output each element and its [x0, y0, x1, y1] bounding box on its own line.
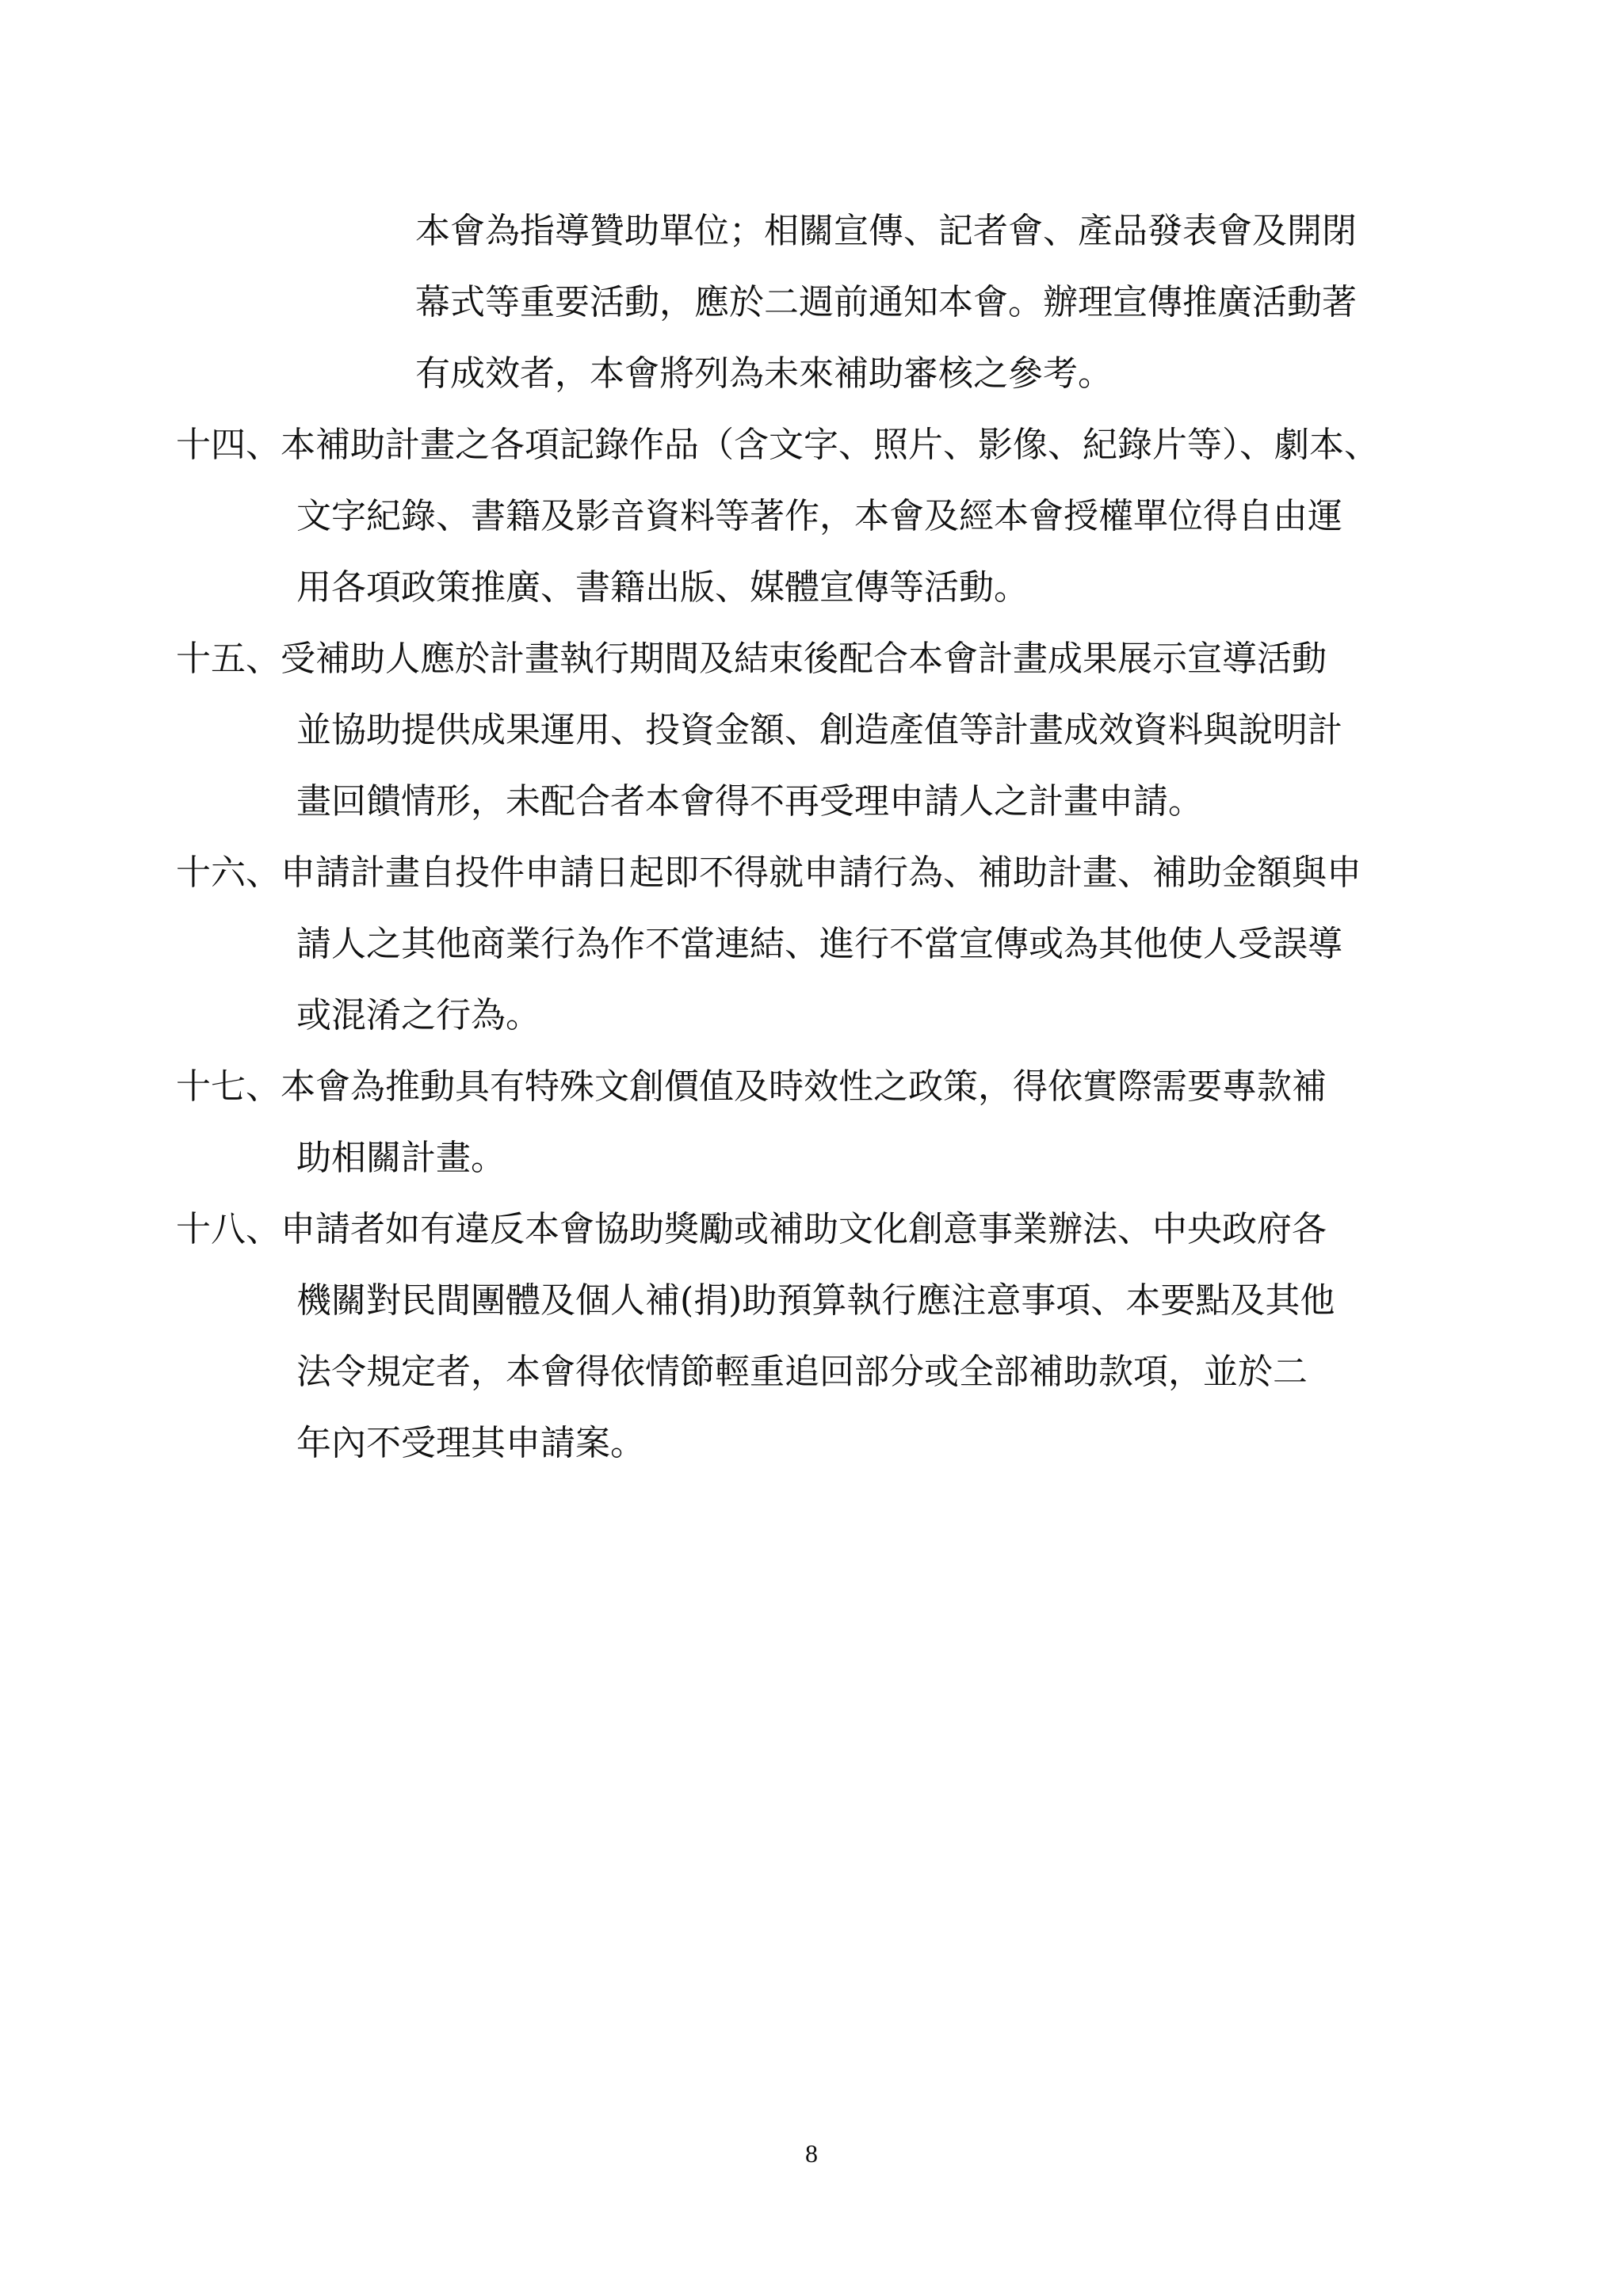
item-17-first-line: 十七、本會為推動具有特殊文創價值及時效性之政策，得依實際需要專款補 — [176, 1066, 1327, 1107]
item-14-first-line: 十四、本補助計畫之各項記錄作品（含文字、照片、影像、紀錄片等）、劇本、 — [176, 425, 1379, 465]
item-17-line-2: 助相關計畫。 — [296, 1138, 506, 1178]
page-number: 8 — [805, 2139, 818, 2168]
item-18-first-line: 十八、申請者如有違反本會協助獎勵或補助文化創意事業辦法、中央政府各 — [176, 1209, 1327, 1249]
item-18-line-4: 年內不受理其申請案。 — [296, 1423, 645, 1463]
continuation-line-2: 幕式等重要活動，應於二週前通知本會。辦理宣傳推廣活動著 — [415, 282, 1357, 322]
item-18-line-3: 法令規定者，本會得依情節輕重追回部分或全部補助款項，並於二 — [296, 1352, 1308, 1392]
item-15-first-line: 十五、受補助人應於計畫執行期間及結束後配合本會計畫成果展示宣導活動 — [176, 639, 1327, 679]
item-16-line-3: 或混淆之行為。 — [296, 995, 540, 1035]
item-14-line-3: 用各項政策推廣、書籍出版、媒體宣傳等活動。 — [296, 567, 1029, 608]
item-15-line-2: 並協助提供成果運用、投資金額、創造產值等計畫成效資料與說明計 — [296, 710, 1342, 750]
continuation-line-3: 有成效者，本會將列為未來補助審核之參考。 — [415, 353, 1113, 394]
item-14-line-2: 文字紀錄、書籍及影音資料等著作，本會及經本會授權單位得自由運 — [296, 496, 1342, 536]
continuation-line-1: 本會為指導贊助單位；相關宣傳、記者會、產品發表會及開閉 — [415, 211, 1357, 251]
item-15-line-3: 畫回饋情形，未配合者本會得不再受理申請人之計畫申請。 — [296, 781, 1203, 822]
item-18-line-2: 機關對民間團體及個人補(捐)助預算執行應注意事項、本要點及其他 — [296, 1280, 1335, 1321]
item-16-first-line: 十六、申請計畫自投件申請日起即不得就申請行為、補助計畫、補助金額與申 — [176, 852, 1361, 893]
item-16-line-2: 請人之其他商業行為作不當連結、進行不當宣傳或為其他使人受誤導 — [296, 924, 1342, 964]
